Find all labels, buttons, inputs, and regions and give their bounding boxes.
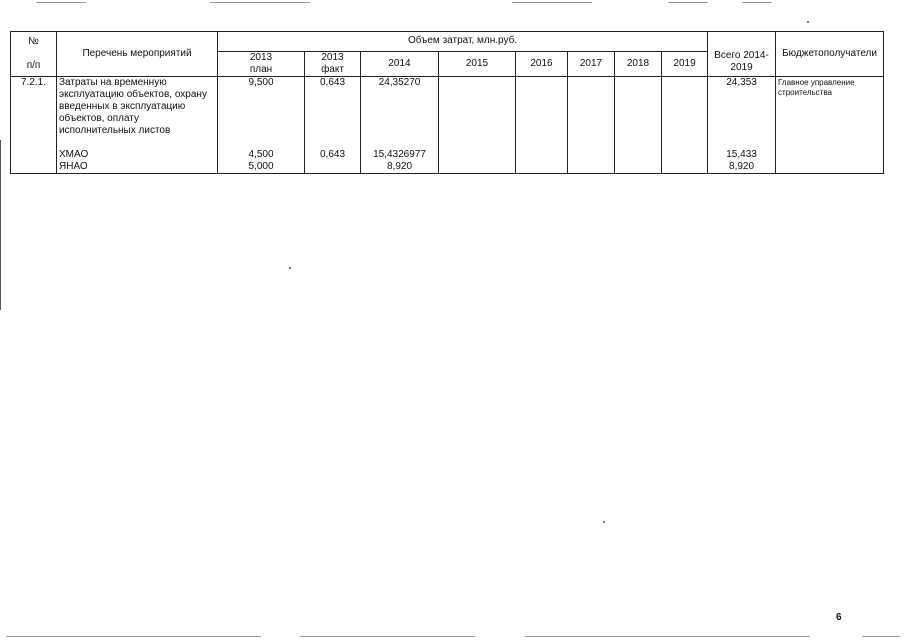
y2018-value	[615, 149, 662, 161]
scan-speck	[289, 267, 291, 269]
row-num	[11, 161, 57, 174]
recipient-name	[776, 161, 884, 174]
y2016-value	[516, 149, 568, 161]
col-activities-header: Перечень мероприятий	[57, 32, 218, 77]
plan-2013-value: 9,500	[218, 77, 305, 149]
y2015-value	[439, 149, 516, 161]
scan-edge-top-1	[36, 2, 86, 3]
fact-2013-value	[305, 161, 361, 174]
y2014-value: 15,4326977	[361, 149, 439, 161]
scan-speck	[603, 521, 605, 523]
table-row	[11, 161, 884, 174]
plan-2013-value: 5,000	[218, 161, 305, 174]
col-recipients-header: Бюджетополучатели	[776, 32, 884, 77]
activity-name: ХМАО	[57, 149, 218, 161]
y2017-value	[568, 161, 615, 174]
recipient-name: Главное управление строительства	[776, 77, 884, 149]
scan-edge-top-3	[512, 2, 592, 3]
total-value: 15,433	[708, 149, 776, 161]
y2014-value: 8,920	[361, 161, 439, 174]
scan-speck	[807, 21, 809, 23]
col-year-header: 2014	[361, 52, 439, 77]
col-year-header: 2015	[439, 52, 516, 77]
y2016-value	[516, 77, 568, 149]
col-2013-fact-header: 2013 факт	[305, 52, 361, 77]
col-year-header: 2018	[615, 52, 662, 77]
row-num: 7.2.1.	[11, 77, 57, 149]
scan-edge-top-2	[210, 2, 310, 3]
recipient-name	[776, 149, 884, 161]
scan-edge-bottom-4	[862, 636, 900, 637]
col-year-header: 2017	[568, 52, 615, 77]
scan-edge-top-5	[742, 2, 772, 3]
col-total-header: Всего 2014- 2019	[708, 32, 776, 77]
y2019-value	[662, 77, 708, 149]
col-year-header: 2019	[662, 52, 708, 77]
fact-2013-value: 0,643	[305, 77, 361, 149]
table-row	[11, 77, 884, 149]
page-number: 6	[836, 612, 842, 623]
scan-edge-bottom-3	[525, 636, 810, 637]
table-row	[11, 149, 884, 161]
y2017-value	[568, 77, 615, 149]
activity-name: Затраты на временную эксплуатацию объектов, охрану введенных в эксплуатацию объектов, оплату исполнительных листов	[57, 77, 218, 149]
total-value: 24,353	[708, 77, 776, 149]
y2015-value	[439, 77, 516, 149]
y2019-value	[662, 161, 708, 174]
col-year-header: 2016	[516, 52, 568, 77]
y2019-value	[662, 149, 708, 161]
cost-volume-header: Объем затрат, млн.руб.	[218, 32, 708, 52]
scan-edge-bottom-2	[300, 636, 475, 637]
scan-edge-bottom-1	[6, 636, 261, 637]
col-2013-plan-header: 2013 план	[218, 52, 305, 77]
row-num	[11, 149, 57, 161]
fact-2013-value: 0,643	[305, 149, 361, 161]
y2014-value: 24,35270	[361, 77, 439, 149]
total-value: 8,920	[708, 161, 776, 174]
y2017-value	[568, 149, 615, 161]
scan-edge-top-4	[668, 2, 708, 3]
y2015-value	[439, 161, 516, 174]
activity-name: ЯНАО	[57, 161, 218, 174]
y2016-value	[516, 161, 568, 174]
y2018-value	[615, 77, 662, 149]
expense-table	[10, 31, 884, 174]
scan-left-edge	[0, 140, 1, 310]
plan-2013-value: 4,500	[218, 149, 305, 161]
y2018-value	[615, 161, 662, 174]
col-num-header: № п/п	[11, 32, 57, 77]
